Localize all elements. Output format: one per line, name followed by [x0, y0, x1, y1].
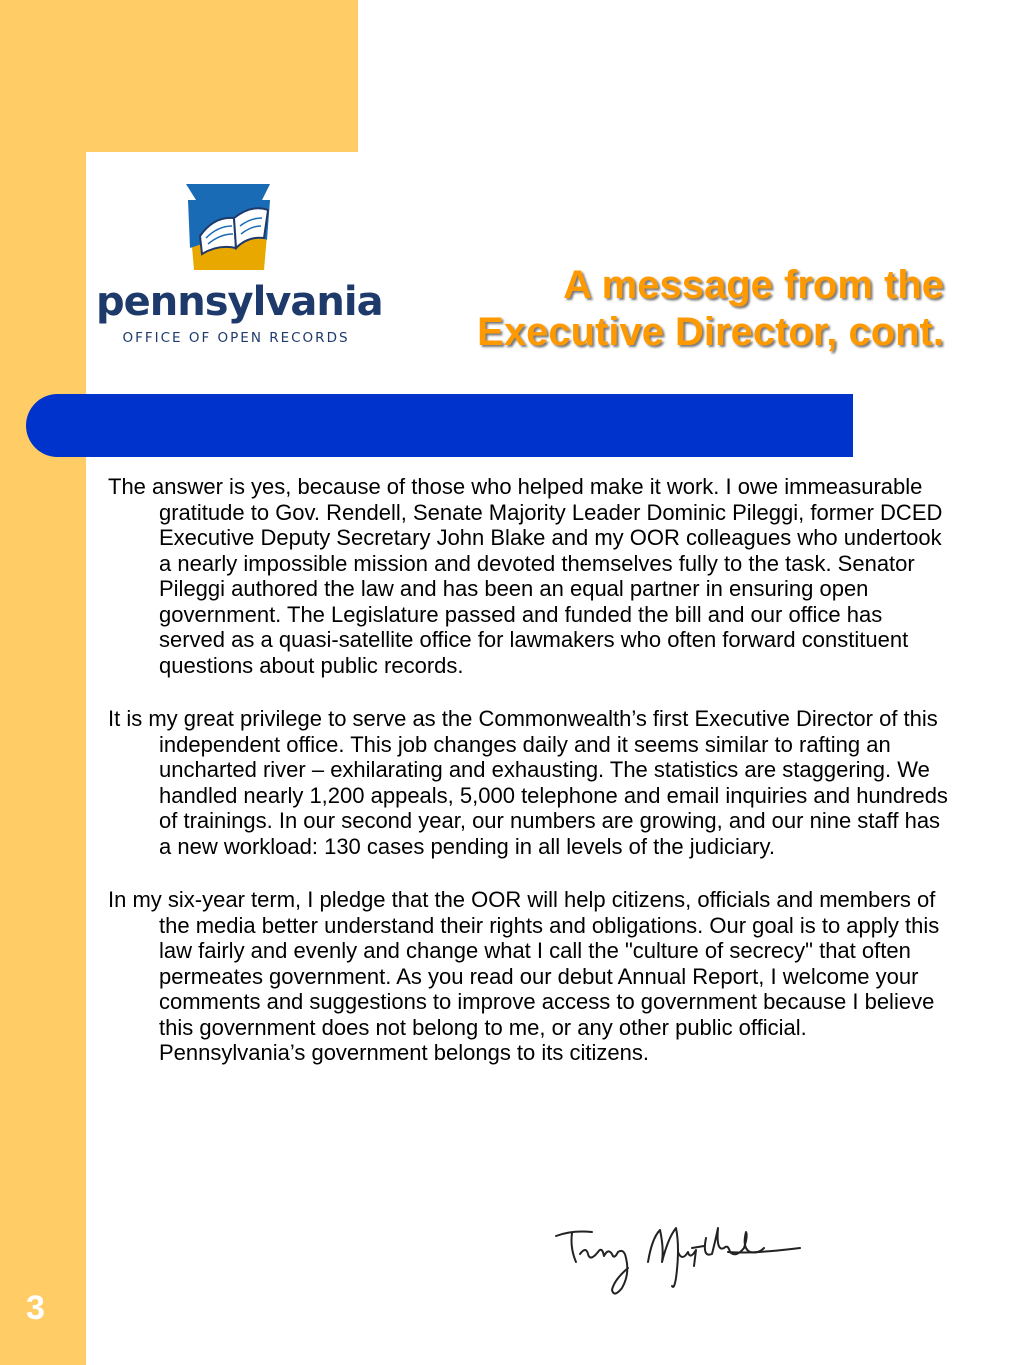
paragraph-2: It is my great privilege to serve as the Commonwealth’s first Executive Director of this independent office. This job changes daily and it seems similar to rafting an uncharted river – exhilarating and exhausting. The statistics are staggering. We handled nearly 1,200 appeals, 5,000 telephone and email inquiries and hundreds of trainings. In our second year, our numbers are growing, and our nine staff has a new workload: 130 cases pending in all levels of the judiciary. — [108, 706, 948, 859]
sidebar-background — [0, 0, 86, 1365]
paragraph-3: In my six-year term, I pledge that the OOR will help citizens, officials and members of the media better understand their rights and obligations. Our goal is to apply this law fairly and evenly and change what I call the "culture of secrecy" that often permeates government. As you read our debut Annual Report, I welcome your comments and suggestions to improve access to government because I believe this government does not belong to me, or any other public official. Pennsylvania’s government belongs to its citizens. — [108, 887, 940, 1065]
message-body — [108, 474, 948, 1094]
title-line-2: Executive Director, cont. — [477, 310, 944, 354]
paragraph-1: The answer is yes, because of those who helped make it work. I owe immeasurable gratitude to Gov. Rendell, Senate Majority Leader Dominic Pileggi, former DCED Executive Deputy Secretary John Blake and my OOR colleagues who undertook a nearly impossible mission and devoted themselves fully to the task. Senator Pileggi authored the law and has been an equal partner in ensuring open government. The Legislature passed and funded the bill and our office has served as a quasi-satellite office for lawmakers who often forward constituent questions about public records. — [108, 474, 943, 678]
header-divider-bar — [26, 394, 853, 457]
page-title — [384, 262, 944, 356]
title-line-1: A message from the — [563, 263, 944, 307]
logo-wordmark: pennsylvania — [96, 279, 383, 325]
header-background — [0, 0, 358, 152]
page-number: 3 — [26, 1289, 45, 1327]
signature-image — [552, 1218, 802, 1300]
logo-subtitle: OFFICE OF OPEN RECORDS — [122, 330, 350, 346]
oor-logo — [96, 178, 383, 358]
keystone-book-icon — [96, 178, 376, 278]
